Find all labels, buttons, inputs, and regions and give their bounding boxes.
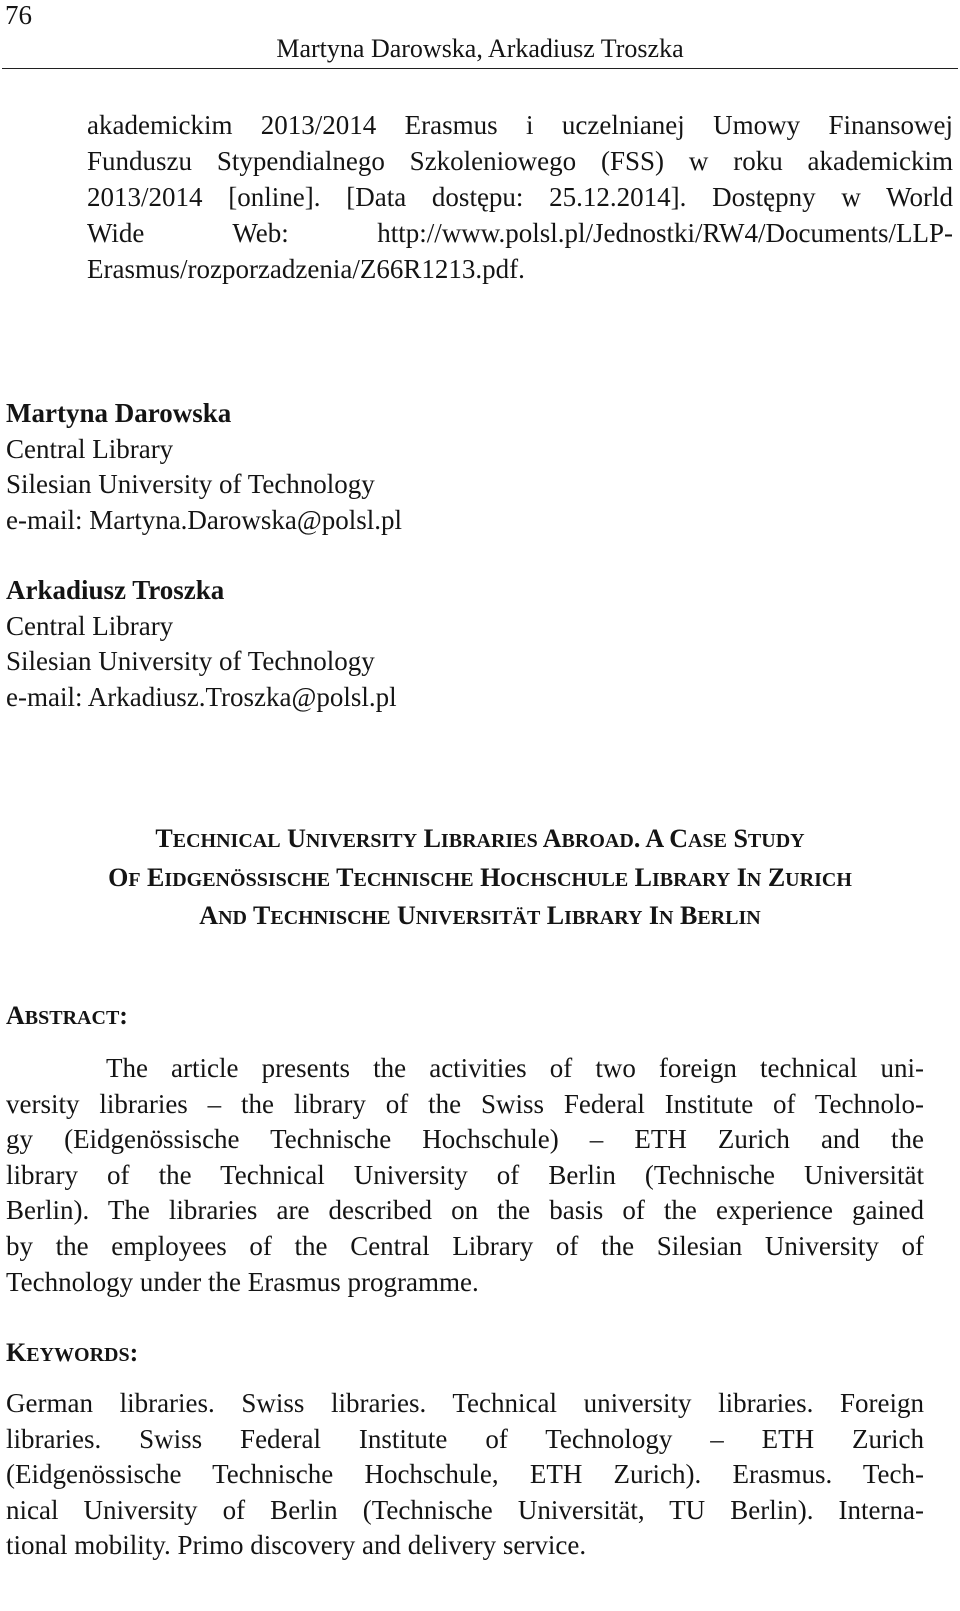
abstract-body xyxy=(6,1051,924,1300)
article-title xyxy=(0,821,960,937)
author-institution: Silesian University of Technology xyxy=(6,469,375,499)
abstract-line: library of the Technical University of Berlin (Technische Universität xyxy=(6,1159,924,1190)
author-email: e-mail: Arkadiusz.Troszka@polsl.pl xyxy=(6,681,397,712)
reference-line: akademickim 2013/2014 Erasmus i uczelnianej Umowy Finansowej xyxy=(87,110,953,140)
page-number: 76 xyxy=(5,0,32,30)
keywords-line: nical University of Berlin (Technische Universität, TU Berlin). Interna- xyxy=(6,1494,924,1525)
author-name: Martyna Darowska xyxy=(6,398,232,428)
reference-line: Funduszu Stypendialnego Szkoleniowego (FSS) w roku akademickim xyxy=(87,146,953,176)
abstract-line: Technology under the Erasmus programme. xyxy=(6,1266,479,1297)
author-institution: Silesian University of Technology xyxy=(6,646,375,676)
title-line: OF EIDGENÖSSISCHE TECHNISCHE HOCHSCHULE LIBRARY IN ZURICH xyxy=(108,862,852,892)
keywords-line: (Eidgenössische Technische Hochschule, ETH Zurich). Erasmus. Tech- xyxy=(6,1459,924,1490)
header-rule xyxy=(2,68,958,69)
running-head: Martyna Darowska, Arkadiusz Troszka xyxy=(276,34,684,63)
abstract-line: versity libraries – the library of the Swiss Federal Institute of Technolo- xyxy=(6,1088,924,1119)
reference-line: Erasmus/rozporzadzenia/Z66R1213.pdf. xyxy=(87,254,525,284)
author-unit: Central Library xyxy=(6,610,174,641)
author-name: Arkadiusz Troszka xyxy=(6,575,225,605)
abstract-line: Berlin). The libraries are described on the basis of the experience gained xyxy=(6,1195,924,1226)
keywords-body xyxy=(6,1386,924,1564)
author-block-darowska xyxy=(6,396,906,538)
title-line: TECHNICAL UNIVERSITY LIBRARIES ABROAD. A CASE STUDY xyxy=(155,824,805,853)
keywords-line: tional mobility. Primo discovery and delivery service. xyxy=(6,1530,587,1561)
keywords-heading: KEYWORDS: xyxy=(6,1338,139,1367)
keywords-line: libraries. Swiss Federal Institute of Technology – ETH Zurich xyxy=(6,1423,924,1454)
abstract-heading: ABSTRACT: xyxy=(6,1001,128,1030)
keywords-line: German libraries. Swiss libraries. Technical university libraries. Foreign xyxy=(6,1388,924,1418)
author-email: e-mail: Martyna.Darowska@polsl.pl xyxy=(6,504,403,535)
author-block-troszka xyxy=(6,573,906,715)
author-unit: Central Library xyxy=(6,433,174,464)
reference-line: Wide Web: http://www.polsl.pl/Jednostki/RW4/Documents/LLP- xyxy=(87,218,953,248)
reference-continuation xyxy=(87,107,953,287)
title-line: AND TECHNISCHE UNIVERSITÄT LIBRARY IN BERLIN xyxy=(199,901,761,930)
reference-line: 2013/2014 [online]. [Data dostępu: 25.12.2014]. Dostępny w World xyxy=(87,182,953,212)
abstract-line: The article presents the activities of two foreign technical uni- xyxy=(106,1053,924,1083)
abstract-line: gy (Eidgenössische Technische Hochschule) – ETH Zurich and the xyxy=(6,1124,924,1155)
abstract-line: by the employees of the Central Library of the Silesian University of xyxy=(6,1230,924,1261)
